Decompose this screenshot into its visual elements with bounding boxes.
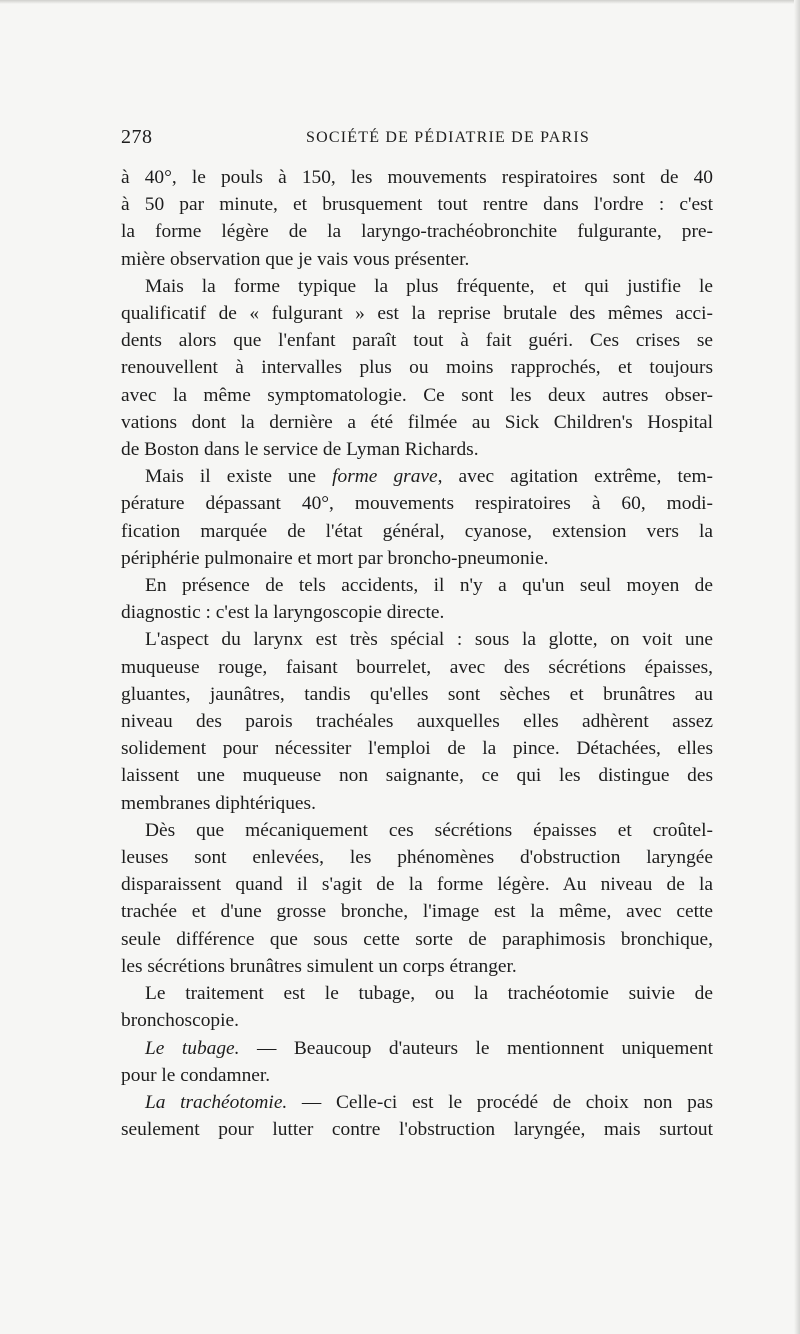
text-line: gluantes, jaunâtres, tandis qu'elles sont sèches et brunâtres au [121,683,713,705]
text-line: renouvellent à intervalles plus ou moins rapprochés, et toujours [121,357,713,379]
text-line: muqueuse rouge, faisant bourrelet, avec des sécrétions épaisses, [121,656,713,678]
text-line: pour le condamner. [121,1064,271,1086]
running-title: SOCIÉTÉ DE PÉDIATRIE DE PARIS [306,129,590,146]
text-line: Le traitement est le tubage, ou la trachéotomie suivie de [145,983,713,1005]
body-text [121,164,713,1143]
text-line [121,1089,713,1116]
text-line: trachée et d'une grosse bronche, l'image est la même, avec cette [121,901,713,923]
text-line: diagnostic : c'est la laryngoscopie directe. [121,602,445,624]
page-number: 278 [121,126,153,148]
italic-heading: Le tubage. [145,1037,240,1059]
italic-phrase: forme grave [332,466,438,488]
text-line [121,463,713,490]
text-line: dents alors que l'enfant paraît tout à fait guéri. Ces crises se [121,330,713,352]
text-line: avec la même symptomatologie. Ce sont les deux autres obser- [121,384,713,406]
text-fragment: , avec agitation extrême, tem- [437,466,713,488]
text-line: à 50 par minute, et brusquement tout rentre dans l'ordre : c'est [121,194,713,216]
text-fragment: — Beaucoup d'auteurs le mentionnent uniquement [239,1037,713,1059]
text-line: qualificatif de « fulgurant » est la reprise brutale des mêmes acci- [121,303,713,325]
text-line: niveau des parois trachéales auxquelles elles adhèrent assez [121,711,713,733]
text-fragment: Mais il existe une [145,466,333,488]
text-line: Dès que mécaniquement ces sécrétions épaisses et croûtel- [145,819,713,841]
text-line: périphérie pulmonaire et mort par broncho-pneumonie. [121,547,549,569]
text-line: pérature dépassant 40°, mouvements respiratoires à 60, modi- [121,493,713,515]
text-line [121,1035,713,1062]
text-line: Mais la forme typique la plus fréquente, et qui justifie le [145,275,713,297]
text-line: la forme légère de la laryngo-trachéobronchite fulgurante, pre- [121,221,713,243]
text-line: laissent une muqueuse non saignante, ce qui les distingue des [121,765,713,787]
running-head [121,124,713,158]
text-line: de Boston dans le service de Lyman Richards. [121,439,479,461]
page-top-edge [0,0,800,4]
text-line: les sécrétions brunâtres simulent un corps étranger. [121,955,517,977]
text-line: seulement pour lutter contre l'obstruction laryngée, mais surtout [121,1119,713,1141]
page-right-edge [794,0,800,1334]
text-line: En présence de tels accidents, il n'y a qu'un seul moyen de [145,575,713,597]
text-line: à 40°, le pouls à 150, les mouvements respiratoires sont de 40 [121,167,713,188]
text-line: leuses sont enlevées, les phénomènes d'obstruction laryngée [121,847,713,869]
text-line: solidement pour nécessiter l'emploi de la pince. Détachées, elles [121,738,713,760]
text-line: seule différence que sous cette sorte de paraphimosis bronchique, [121,928,713,950]
text-line: bronchoscopie. [121,1010,239,1032]
text-line: L'aspect du larynx est très spécial : sous la glotte, on voit une [145,629,713,651]
text-line: disparaissent quand il s'agit de la forme légère. Au niveau de la [121,874,713,896]
text-line: fication marquée de l'état général, cyanose, extension vers la [121,520,713,542]
text-fragment: — Celle-ci est le procédé de choix non pas [287,1091,713,1113]
text-line: vations dont la dernière a été filmée au Sick Children's Hospital [121,411,713,433]
text-line: membranes diphtériques. [121,792,316,814]
italic-heading: La trachéotomie. [145,1091,288,1113]
text-line: mière observation que je vais vous présenter. [121,248,470,270]
